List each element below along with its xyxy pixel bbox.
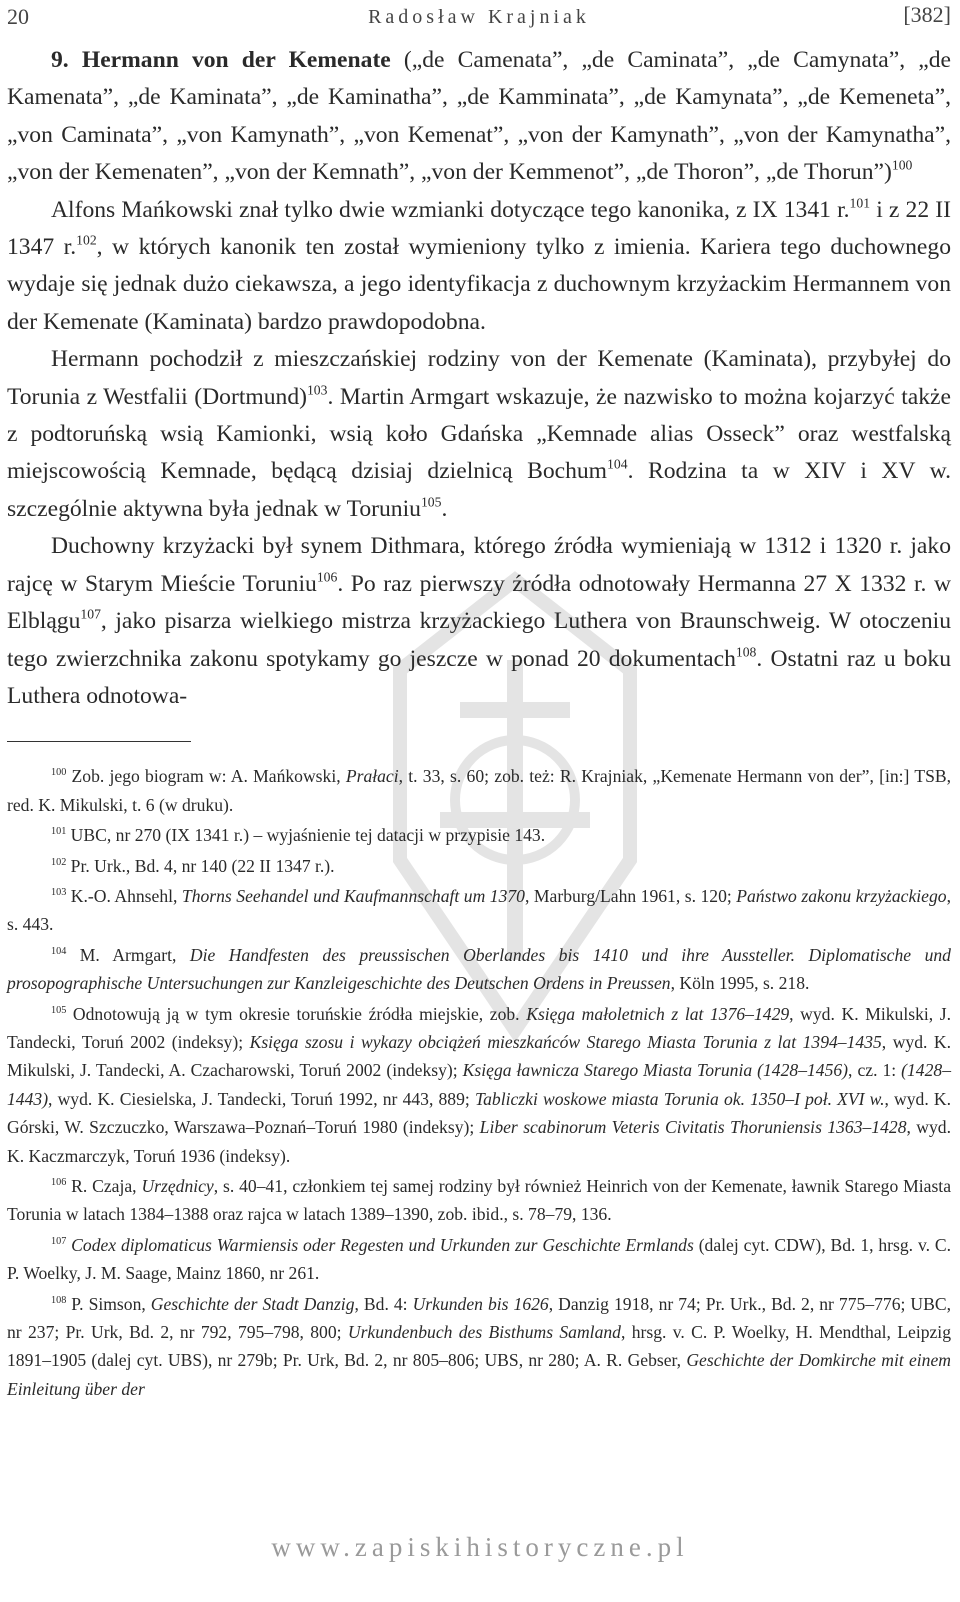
text-run: Alfons Mańkowski znał tylko dwie wzmianki dotyczące tego kanonika, z IX 1341 r. (51, 196, 850, 223)
text-run: (dalej cyt. CDW), Bd. 1, hrsg. v. C. P. Woelky, J. M. Saage, Mainz 1860, nr 261. (7, 1234, 951, 1284)
text-run: K.-O. Ahnsehl, (66, 885, 182, 906)
text-run: P. Simson, (66, 1293, 151, 1314)
text-run: , wyd. K. Mikulski, J. Tandecki, A. Czacharowski, Toruń 2002 (indeksy); (7, 1031, 951, 1081)
italic-title: Codex diplomaticus Warmiensis oder Regesten und Urkunden zur Geschichte Ermlands (71, 1234, 694, 1255)
entry-number: 9. (51, 47, 69, 73)
italic-title: Księga ławnicza Starego Miasta Torunia (1428–1456) (462, 1060, 849, 1081)
original-page-ref: [382] (903, 2, 951, 27)
text-run: , Köln 1995, s. 218. (670, 973, 810, 994)
text-run: Hermann pochodził z mieszczańskiej rodziny von der Kemenate (Kaminata), przybyłej do Torunia z Westfalii (Dortmund) (7, 346, 951, 410)
footnote-ref[interactable]: 108 (735, 643, 757, 659)
text-run: . (441, 495, 448, 522)
entry-variants: („de Camenata”, „de Caminata”, „de Camynata”, „de Kamenata”, „de Kaminata”, „de Kaminatha”, „de Kamminata”, „de Kamynata”, „de Kemeneta”, „von Caminata”, „von Kamynath”, „von Kemenat”, „von der Kamynath”, „von der Kamynatha”, „von der Kemenaten”, „von der Kemnath”, „von der Kemmenot”, „de Thoron”, „de Thorun”) (7, 47, 951, 186)
italic-title: Die Handfesten des preussischen Oberlandes bis 1410 und ihre Aussteller. Diplomatische und prosopographische Untersuchungen zur Kanzleigeschichte des Deutschen Ordens in Preussen (7, 944, 951, 994)
footnote-102 (7, 852, 951, 880)
text-run: Pr. Urk., Bd. 4, nr 140 (22 II 1347 r.). (66, 855, 335, 876)
footnote-103 (7, 882, 951, 939)
footnote-number: 107 (51, 1235, 67, 1247)
footnote-101 (7, 821, 951, 849)
italic-title: Thorns Seehandel und Kaufmannschaft um 1370 (181, 885, 525, 906)
italic-title: Geschichte der Stadt Danzig (150, 1293, 355, 1314)
text-run: i z 22 II 1347 r. (7, 196, 952, 261)
italic-title: Geschichte der Domkirche mit einem Einleitung über der (7, 1350, 951, 1399)
paragraph (7, 341, 951, 528)
italic-title: Liber scabinorum Veteris Civitatis Thoruniensis 1363–1428 (479, 1117, 907, 1138)
footnote-105 (7, 1000, 951, 1170)
footnote-ref[interactable]: 100 (891, 157, 913, 173)
text-run: , Bd. 4: (354, 1293, 413, 1314)
page (7, 0, 951, 1405)
text-run: , wyd. K. Mikulski, J. Tandecki, Toruń 2002 (indeksy); (7, 1003, 952, 1052)
page-number: 20 (7, 4, 29, 29)
italic-title: Księga małoletnich z lat 1376–1429 (526, 1003, 790, 1024)
italic-title: Księga szosu i wykazy obciążeń mieszkańców Starego Miasta Torunia z lat 1394–1435 (249, 1031, 882, 1052)
footnote-ref[interactable]: 103 (306, 382, 328, 398)
text-run: M. Armgart, (66, 944, 190, 965)
text-run: , s. 40–41, członkiem tej samej rodziny był również Heinrich von der Kemenate, ławnik Starego Miasta Torunia w latach 1384–1388 oraz rajca w latach 1389–1390, zob. ibid., s. 78–79, 136. (7, 1176, 951, 1225)
italic-title: Państwo zakonu krzyżackiego (736, 885, 947, 906)
footnotes (7, 762, 951, 1403)
text-run: Zob. jego biogram w: A. Mańkowski, (66, 766, 346, 787)
text-run: R. Czaja, (66, 1176, 142, 1196)
footnote-106 (7, 1172, 951, 1229)
footer-url[interactable]: www.zapiskihistoryczne.pl (271, 1532, 689, 1562)
footnote-ref[interactable]: 102 (76, 232, 97, 248)
text-run: . Martin Armgart wskazuje, że nazwisko to można kojarzyć także z podtoruńską wsią Kamionki, wsią koło Gdańska „Kemnade alias Osseck” oraz westfalską miejscowością Kemnade, będącą dzisiaj dzielnicą Bochum (7, 383, 951, 485)
running-header (7, 0, 951, 36)
footnote-number: 105 (51, 1004, 67, 1016)
italic-title: Urzędnicy (141, 1176, 214, 1196)
footnote-number: 100 (51, 767, 67, 779)
footnote-ref[interactable]: 104 (607, 456, 628, 472)
footnote-ref[interactable]: 105 (420, 494, 442, 510)
footnote-number: 106 (51, 1176, 67, 1188)
italic-title: Urkunden bis 1626 (412, 1293, 549, 1314)
main-text (7, 42, 951, 715)
text-run: Odnotowują ją w tym okresie toruńskie źródła miejskie, zob. (66, 1003, 527, 1024)
footnote-number: 101 (51, 825, 67, 837)
text-run: Duchowny krzyżacki był synem Dithmara, którego źródła wymieniają w 1312 i 1320 r. jako rajcę w Starym Mieście Toruniu (7, 533, 951, 597)
text-run: , Marburg/Lahn 1961, s. 120; (524, 885, 737, 906)
footnote-100 (7, 762, 951, 819)
text-run: , hrsg. v. C. P. Woelky, H. Mendthal, Leipzig 1891–1905 (dalej cyt. UBS), nr 279b; Pr. Urk, Bd. 2, nr 805–806; UBS, nr 280; A. R. Gebser, (7, 1322, 951, 1371)
entry-name: Hermann von der Kemenate (81, 47, 391, 73)
text-run: . Rodzina ta w XIV i XV w. szczególnie aktywna była jednak w Toruniu (7, 458, 951, 522)
paragraph (7, 528, 951, 715)
footnote-number: 104 (51, 945, 67, 957)
text-run: , wyd. K. Kaczmarczyk, Toruń 1936 (indeksy). (7, 1117, 952, 1166)
footnote-ref[interactable]: 106 (316, 569, 338, 585)
footnote-108 (7, 1290, 951, 1404)
italic-title: Tabliczki woskowe miasta Torunia ok. 1350–I poł. XVI w. (474, 1088, 885, 1109)
footnote-number: 102 (51, 856, 67, 868)
footnote-ref[interactable]: 101 (849, 195, 871, 211)
footnote-107 (7, 1231, 951, 1288)
text-run: , cz. 1: (848, 1060, 902, 1081)
text-run: , w których kanonik ten został wymieniony tylko z imienia. Kariera tego duchownego wydaje się jednak dużo ciekawsza, a jego identyfikacja z duchownym krzyżackim Hermannem von der Kemenate (Kaminata) bardzo prawdopodobna. (7, 234, 951, 335)
footnote-ref[interactable]: 107 (80, 606, 101, 622)
running-head-author: Radosław Krajniak (368, 6, 590, 28)
footnote-separator (7, 741, 191, 742)
italic-title: Urkundenbuch des Bisthums Samland (347, 1322, 621, 1343)
text-run: UBC, nr 270 (IX 1341 r.) – wyjaśnienie tej datacji w przypisie 143. (66, 825, 546, 846)
footnote-number: 103 (51, 886, 67, 898)
text-run: , t. 33, s. 60; zob. też: R. Krajniak, „Kemenate Hermann von der”, [in:] TSB, red. K. Mikulski, t. 6 (w druku). (7, 766, 951, 815)
footnote-number: 108 (51, 1294, 67, 1306)
text-run: , s. 443. (7, 885, 951, 935)
text-run: , Danzig 1918, nr 74; Pr. Urk., Bd. 2, nr 775–776; UBC, nr 237; Pr. Urk, Bd. 2, nr 792, 795–798, 800; (7, 1293, 952, 1343)
text-run: , wyd. K. Górski, W. Szczuczko, Warszawa–Poznań–Toruń 1980 (indeksy); (7, 1088, 952, 1138)
footnote-104 (7, 941, 951, 998)
italic-title: (1428–1443) (7, 1060, 951, 1109)
text-run: , wyd. K. Ciesielska, J. Tandecki, Toruń 1992, nr 443, 889; (48, 1088, 475, 1109)
text-run: . Po raz pierwszy źródła odnotowały Hermanna 27 X 1332 r. w Elblągu (7, 570, 951, 635)
text-run: , jako pisarza wielkiego mistrza krzyżackiego Luthera von Braunschweig. W otoczeniu tego zwierzchnika zakonu spotykamy go jeszcze w ponad 20 dokumentach (7, 608, 951, 672)
paragraph (7, 192, 951, 342)
italic-title: Prałaci (345, 766, 399, 787)
text-run: . Ostatni raz u boku Luthera odnotowa- (7, 645, 951, 709)
entry-heading-paragraph (7, 42, 951, 192)
